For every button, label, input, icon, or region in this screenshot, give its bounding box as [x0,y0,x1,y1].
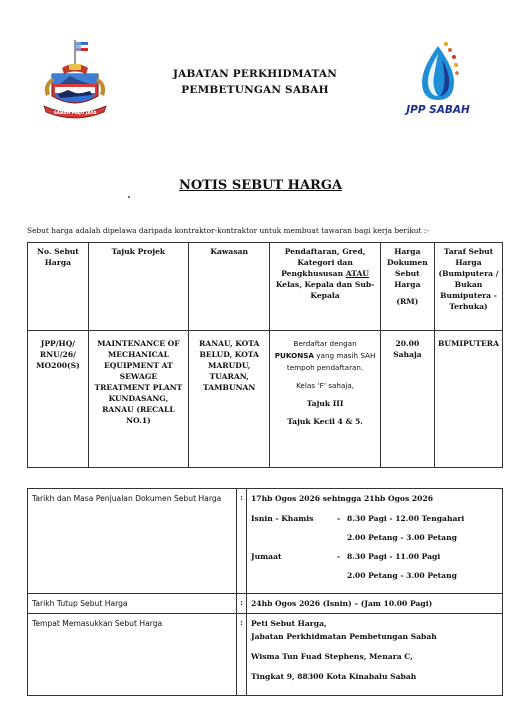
pend-kelas: Kelas ‘F’ sahaja, [296,381,355,390]
place-line-3: Wisma Tun Fuad Stephens, Menara C, [251,652,413,661]
close-value: 24hb Ogos 2026 (Isnin) – (Jam 10.00 Pagi) [247,594,503,614]
place-line-4: Tingkat 9, 88300 Kota Kinabalu Sabah [251,672,417,681]
department-name-line1: JABATAN PERKHIDMATAN [172,68,338,80]
crest-motto: SABAH MAJU JAYA [53,111,97,116]
pend-tajuk-kecil: Tajuk Kecil 4 & 5. [287,417,363,426]
info-table [27,488,503,696]
cell-pendaftaran [270,331,380,468]
sale-schedule [251,513,498,589]
cell-no: JPP/HQ/ RNU/26/ MO200(S) [28,331,89,468]
intro-text: Sebut harga adalah dipelawa daripada kontraktor-kontraktor untuk membuat tawaran bagi kerja berikut :- [27,226,429,235]
close-colon: : [237,594,247,614]
sale-colon: : [237,489,247,594]
place-line-2: Jabatan Perkhidmatan Pembetungan Sabah [251,632,437,641]
header-harga-unit: (RM) [396,297,419,306]
pend-text-1: Berdaftar dengan [293,339,357,348]
place-colon: : [237,614,247,696]
schedule-empty-4 [337,570,347,589]
department-name-line2: PEMBETUNGAN SABAH [181,84,329,96]
info-row-place [28,614,503,696]
cell-harga: 20.00 Sahaja [380,331,434,468]
schedule-empty-3 [251,570,337,589]
scan-speck [128,196,130,198]
cell-taraf: BUMIPUTERA [435,331,503,468]
jpp-sabah-brand: JPP SABAH [406,104,470,116]
header-taraf: Taraf Sebut Harga (Bumiputera / Bukan Bumiputera - Terbuka) [435,243,503,331]
pend-tajuk: Tajuk III [306,399,344,408]
schedule-empty-1 [251,532,337,551]
header-pendaftaran [270,243,380,331]
schedule-dash-2: - [337,552,341,561]
sale-label: Tarikh dan Masa Penjualan Dokumen Sebut Harga [28,489,237,594]
schedule-d2-time-1: 8.30 Pagi - 11.00 Pagi [347,552,441,561]
place-label: Tempat Memasukkan Sebut Harga [28,614,237,696]
pend-text-3: yang masih SAH tempoh pendaftaran. [286,351,376,372]
header-pend-atau: ATAU [345,269,370,278]
jpp-sabah-water-drop-logo [412,40,464,106]
sabah-crest-logo [38,38,112,130]
schedule-day-1: Isnin - Khamis [251,514,314,523]
header-pend-post: Kelas, Kepala dan Sub-Kepala [275,280,375,300]
schedule-d1-time-1: 8.30 Pagi - 12.00 Tengahari [347,514,465,523]
table-row [28,331,503,468]
header-no: No. Sebut Harga [28,243,89,331]
info-row-sale [28,489,503,594]
quotation-table [27,242,503,468]
table-header-row [28,243,503,331]
close-label: Tarikh Tutup Sebut Harga [28,594,237,614]
place-line-1: Peti Sebut Harga, [251,619,327,628]
notice-title [0,178,521,193]
schedule-d2-time-2: 2.00 Petang - 3.00 Petang [347,571,457,580]
sale-value [247,489,503,594]
info-row-close [28,594,503,614]
header-pend-pre: Pendaftaran, Gred, Kategori dan Pengkhususan [281,247,366,278]
cell-kawasan: RANAU, KOTA BELUD, KOTA MARUDU, TUARAN, TAMBUNAN [188,331,269,468]
header-harga-label: Harga Dokumen Sebut Harga [386,247,428,289]
department-name [130,66,380,98]
sale-dates: 17hb Ogos 2026 sehingga 21hb Ogos 2026 [251,494,434,503]
pend-pukonsa: PUKONSA [274,351,314,360]
header-harga [380,243,434,331]
notice-title-text: NOTIS SEBUT HARGA [178,178,343,193]
schedule-dash-1: - [337,514,341,523]
schedule-day-2: Jumaat [251,552,282,561]
place-value [247,614,503,696]
cell-tajuk: MAINTENANCE OF MECHANICAL EQUIPMENT AT SEWAGE TREATMENT PLANT KUNDASANG, RANAU (RECALL NO.1) [88,331,188,468]
header-kawasan: Kawasan [188,243,269,331]
schedule-empty-2 [337,532,347,551]
header-tajuk: Tajuk Projek [88,243,188,331]
schedule-d1-time-2: 2.00 Petang - 3.00 Petang [347,533,457,542]
